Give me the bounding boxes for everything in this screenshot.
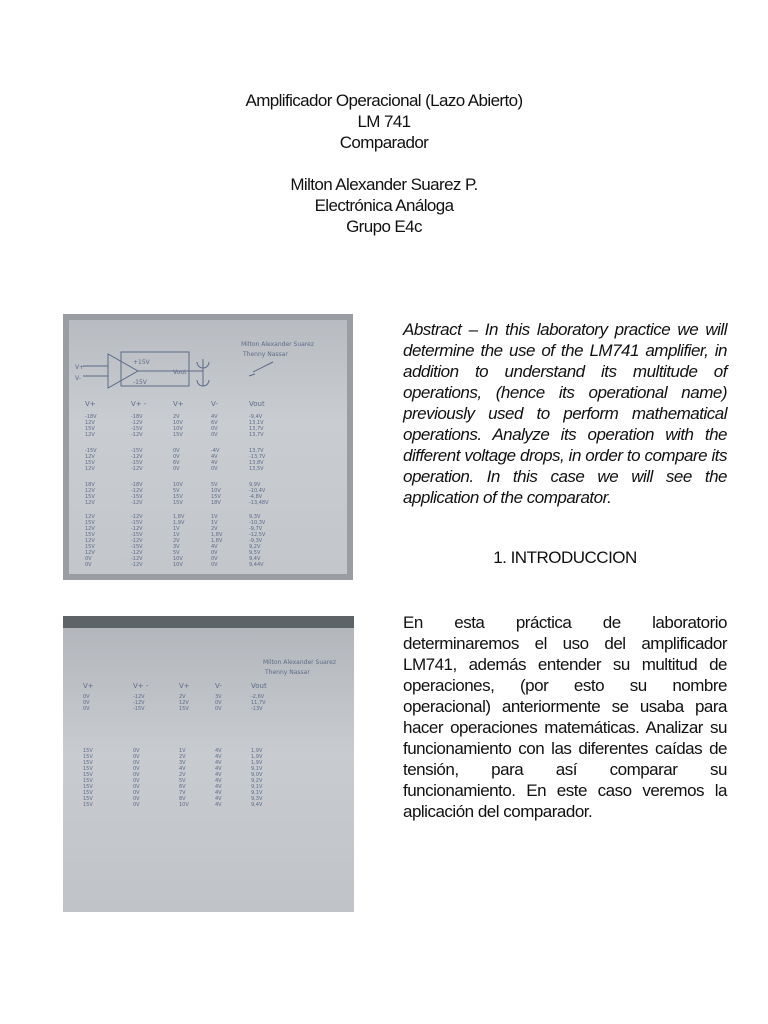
svg-text:Vout: Vout bbox=[249, 400, 265, 408]
svg-text:V+: V+ bbox=[83, 682, 94, 690]
group-name: Grupo E4c bbox=[346, 217, 422, 236]
svg-text:0V: 0V bbox=[133, 796, 140, 802]
svg-text:-12V: -12V bbox=[131, 432, 143, 438]
svg-text:0V: 0V bbox=[215, 700, 222, 706]
introduction-heading: 1. INTRODUCCION bbox=[493, 548, 637, 567]
title-line-3: Comparador bbox=[339, 133, 429, 152]
svg-text:10V: 10V bbox=[173, 556, 183, 562]
svg-text:15V: 15V bbox=[85, 520, 95, 526]
svg-text:13,7V: 13,7V bbox=[249, 432, 264, 438]
abstract-lead: Abstract – bbox=[403, 320, 478, 339]
svg-text:-12V: -12V bbox=[131, 550, 143, 556]
handwritten-notes-drawing-2 bbox=[63, 616, 354, 912]
svg-text:-18V: -18V bbox=[131, 482, 143, 488]
svg-text:V-: V- bbox=[215, 682, 222, 690]
svg-text:0V: 0V bbox=[211, 466, 218, 472]
svg-text:13,7V: 13,7V bbox=[249, 426, 264, 432]
svg-text:4V: 4V bbox=[215, 796, 222, 802]
svg-text:-15V: -15V bbox=[131, 426, 143, 432]
svg-text:13,7V: 13,7V bbox=[249, 448, 264, 454]
svg-text:-10,3V: -10,3V bbox=[249, 520, 266, 526]
title-block bbox=[0, 90, 768, 237]
svg-text:15V: 15V bbox=[173, 432, 183, 438]
svg-text:9,3V: 9,3V bbox=[249, 514, 261, 520]
svg-text:12V: 12V bbox=[85, 500, 95, 506]
svg-text:-12V: -12V bbox=[131, 500, 143, 506]
svg-text:15V: 15V bbox=[83, 772, 93, 778]
svg-text:0V: 0V bbox=[133, 790, 140, 796]
svg-text:15V: 15V bbox=[83, 748, 93, 754]
svg-text:-12V: -12V bbox=[131, 420, 143, 426]
svg-text:12V: 12V bbox=[85, 550, 95, 556]
svg-text:15V: 15V bbox=[179, 706, 189, 712]
svg-text:9,4V: 9,4V bbox=[249, 556, 261, 562]
svg-text:0V: 0V bbox=[133, 748, 140, 754]
svg-text:15V: 15V bbox=[83, 760, 93, 766]
svg-text:-18V: -18V bbox=[85, 414, 97, 420]
svg-text:-15V: -15V bbox=[133, 379, 147, 386]
svg-text:15V: 15V bbox=[83, 784, 93, 790]
svg-text:15V: 15V bbox=[85, 460, 95, 466]
svg-text:12V: 12V bbox=[85, 526, 95, 532]
svg-text:2V: 2V bbox=[179, 754, 186, 760]
svg-text:4V: 4V bbox=[215, 754, 222, 760]
svg-text:-2,6V: -2,6V bbox=[251, 694, 265, 700]
svg-text:-12V: -12V bbox=[133, 694, 145, 700]
svg-text:5V: 5V bbox=[179, 778, 186, 784]
svg-text:V-: V- bbox=[211, 400, 218, 408]
svg-text:1,9V: 1,9V bbox=[251, 748, 263, 754]
svg-text:15V: 15V bbox=[85, 532, 95, 538]
svg-text:9,2V: 9,2V bbox=[251, 778, 263, 784]
svg-text:11,7V: 11,7V bbox=[251, 700, 266, 706]
svg-text:-15V: -15V bbox=[131, 494, 143, 500]
svg-text:12V: 12V bbox=[179, 700, 189, 706]
svg-text:5V: 5V bbox=[173, 550, 180, 556]
svg-text:1V: 1V bbox=[179, 748, 186, 754]
svg-text:12V: 12V bbox=[85, 538, 95, 544]
svg-text:2V: 2V bbox=[179, 772, 186, 778]
svg-text:10V: 10V bbox=[173, 420, 183, 426]
svg-text:2V: 2V bbox=[211, 526, 218, 532]
svg-text:V+ -: V+ - bbox=[133, 682, 149, 690]
svg-text:1,8V: 1,8V bbox=[211, 532, 223, 538]
svg-text:13,1V: 13,1V bbox=[249, 420, 264, 426]
svg-text:0V: 0V bbox=[173, 454, 180, 460]
svg-text:9,44V: 9,44V bbox=[249, 562, 264, 568]
svg-text:-9,4V: -9,4V bbox=[249, 414, 263, 420]
svg-text:0V: 0V bbox=[133, 760, 140, 766]
svg-text:Thenny Nassar: Thenny Nassar bbox=[265, 669, 310, 676]
svg-text:15V: 15V bbox=[173, 500, 183, 506]
svg-text:4V: 4V bbox=[215, 802, 222, 808]
svg-text:10V: 10V bbox=[211, 488, 221, 494]
svg-text:2V: 2V bbox=[173, 538, 180, 544]
svg-text:V+ -: V+ - bbox=[131, 400, 147, 408]
svg-text:V+: V+ bbox=[85, 400, 96, 408]
svg-text:0V: 0V bbox=[133, 766, 140, 772]
photo1-author-note: Milton Alexander Suarez bbox=[241, 341, 314, 348]
svg-text:0V: 0V bbox=[173, 448, 180, 454]
svg-text:15V: 15V bbox=[211, 494, 221, 500]
svg-text:9,4V: 9,4V bbox=[251, 802, 263, 808]
svg-text:0V: 0V bbox=[211, 426, 218, 432]
svg-text:9,1V: 9,1V bbox=[251, 766, 263, 772]
svg-text:10V: 10V bbox=[173, 426, 183, 432]
svg-text:Vout: Vout bbox=[173, 369, 187, 376]
svg-text:0V: 0V bbox=[211, 550, 218, 556]
svg-text:5V: 5V bbox=[211, 482, 218, 488]
svg-text:1,9V: 1,9V bbox=[173, 520, 185, 526]
svg-text:18V: 18V bbox=[211, 500, 221, 506]
svg-text:15V: 15V bbox=[85, 426, 95, 432]
svg-text:10V: 10V bbox=[179, 802, 189, 808]
svg-text:0V: 0V bbox=[211, 562, 218, 568]
svg-text:12V: 12V bbox=[85, 454, 95, 460]
svg-text:V+: V+ bbox=[75, 364, 85, 371]
svg-text:12V: 12V bbox=[85, 466, 95, 472]
svg-text:-15V: -15V bbox=[131, 460, 143, 466]
svg-text:-12V: -12V bbox=[133, 700, 145, 706]
svg-text:-15V: -15V bbox=[131, 532, 143, 538]
svg-text:15V: 15V bbox=[83, 778, 93, 784]
svg-text:1,9V: 1,9V bbox=[251, 754, 263, 760]
svg-text:Thenny Nassar: Thenny Nassar bbox=[243, 351, 288, 358]
svg-text:-12V: -12V bbox=[131, 556, 143, 562]
svg-text:4V: 4V bbox=[215, 772, 222, 778]
svg-text:3V: 3V bbox=[173, 544, 180, 550]
title-line-1: Amplificador Operacional (Lazo Abierto) bbox=[245, 91, 523, 110]
title-line-2: LM 741 bbox=[357, 112, 411, 131]
svg-text:0V: 0V bbox=[85, 556, 92, 562]
svg-text:4V: 4V bbox=[215, 748, 222, 754]
svg-text:0V: 0V bbox=[133, 772, 140, 778]
svg-text:+15V: +15V bbox=[133, 359, 150, 366]
svg-text:15V: 15V bbox=[85, 544, 95, 550]
svg-text:Vout: Vout bbox=[251, 682, 267, 690]
introduction-paragraph: En esta práctica de laboratorio determinaremos el uso del amplificador LM741, además entender su multitud de operaciones, (por esto su nombre operacional) anteriormente se usaba para hacer operaciones matemáticas. Analizar su funcionamiento con las diferentes caídas de tensión, para así comparar su funcionamiento. En este caso veremos la aplicación del comparador. bbox=[403, 613, 727, 821]
svg-text:0V: 0V bbox=[133, 754, 140, 760]
svg-text:8V: 8V bbox=[179, 796, 186, 802]
svg-text:4V: 4V bbox=[211, 460, 218, 466]
svg-text:6V: 6V bbox=[173, 460, 180, 466]
svg-text:V+: V+ bbox=[173, 400, 184, 408]
svg-text:0V: 0V bbox=[215, 706, 222, 712]
svg-text:2V: 2V bbox=[179, 694, 186, 700]
svg-text:-15V: -15V bbox=[133, 706, 145, 712]
svg-text:15V: 15V bbox=[83, 790, 93, 796]
svg-text:9,2V: 9,2V bbox=[249, 544, 261, 550]
svg-text:-12V: -12V bbox=[131, 454, 143, 460]
svg-text:1V: 1V bbox=[211, 520, 218, 526]
svg-text:12V: 12V bbox=[85, 432, 95, 438]
svg-text:V+: V+ bbox=[179, 682, 190, 690]
svg-text:-15V: -15V bbox=[131, 520, 143, 526]
svg-text:-15V: -15V bbox=[85, 448, 97, 454]
svg-text:0V: 0V bbox=[133, 778, 140, 784]
svg-text:9,1V: 9,1V bbox=[251, 784, 263, 790]
svg-text:V-: V- bbox=[75, 375, 81, 382]
svg-text:-12V: -12V bbox=[131, 538, 143, 544]
svg-text:0V: 0V bbox=[211, 432, 218, 438]
svg-text:-9,3V: -9,3V bbox=[249, 538, 263, 544]
svg-text:15V: 15V bbox=[83, 754, 93, 760]
svg-text:12V: 12V bbox=[85, 420, 95, 426]
svg-text:-15V: -15V bbox=[131, 448, 143, 454]
svg-text:-12V: -12V bbox=[131, 526, 143, 532]
svg-text:4V: 4V bbox=[215, 778, 222, 784]
svg-text:15V: 15V bbox=[83, 802, 93, 808]
svg-text:6V: 6V bbox=[211, 420, 218, 426]
svg-text:-12V: -12V bbox=[131, 466, 143, 472]
svg-text:4V: 4V bbox=[211, 544, 218, 550]
svg-text:-18V: -18V bbox=[131, 414, 143, 420]
svg-text:-13,48V: -13,48V bbox=[249, 500, 269, 506]
svg-text:9,5V: 9,5V bbox=[249, 550, 261, 556]
photo2-author-note: Milton Alexander Suarez bbox=[263, 659, 336, 666]
svg-text:1V: 1V bbox=[211, 514, 218, 520]
svg-text:13,5V: 13,5V bbox=[249, 466, 264, 472]
svg-text:6V: 6V bbox=[179, 784, 186, 790]
svg-text:-12V: -12V bbox=[131, 562, 143, 568]
svg-text:15V: 15V bbox=[83, 766, 93, 772]
svg-text:-4V: -4V bbox=[211, 448, 220, 454]
svg-text:9,9V: 9,9V bbox=[249, 482, 261, 488]
svg-text:4V: 4V bbox=[215, 766, 222, 772]
svg-text:1V: 1V bbox=[173, 532, 180, 538]
svg-text:9,0V: 9,0V bbox=[251, 772, 263, 778]
abstract-paragraph bbox=[403, 319, 727, 508]
svg-text:12V: 12V bbox=[85, 488, 95, 494]
svg-text:10V: 10V bbox=[173, 482, 183, 488]
author-name: Milton Alexander Suarez P. bbox=[290, 175, 478, 194]
svg-text:0V: 0V bbox=[83, 694, 90, 700]
abstract-text: In this laboratory practice we will determine the use of the LM741 amplifier, in addition to understand its multitude of operations, (hence its operational name) previously used to perform mathematical operations. Analyze its operation with the different voltage drops, in order to compare its operation. In this case we will see the application of the comparator. bbox=[403, 320, 727, 507]
svg-text:0V: 0V bbox=[83, 700, 90, 706]
svg-text:13,8V: 13,8V bbox=[249, 460, 264, 466]
svg-text:1V: 1V bbox=[173, 526, 180, 532]
svg-text:4V: 4V bbox=[211, 414, 218, 420]
svg-text:1,8V: 1,8V bbox=[173, 514, 185, 520]
svg-text:0V: 0V bbox=[173, 466, 180, 472]
svg-text:-10,4V: -10,4V bbox=[249, 488, 266, 494]
svg-text:3V: 3V bbox=[215, 694, 222, 700]
svg-text:9,1V: 9,1V bbox=[251, 790, 263, 796]
svg-text:1,9V: 1,9V bbox=[251, 760, 263, 766]
svg-text:-12,5V: -12,5V bbox=[249, 532, 266, 538]
svg-text:-4,8V: -4,8V bbox=[249, 494, 263, 500]
svg-text:4V: 4V bbox=[215, 784, 222, 790]
svg-text:12V: 12V bbox=[85, 514, 95, 520]
svg-text:4V: 4V bbox=[215, 790, 222, 796]
svg-text:-13V: -13V bbox=[251, 706, 263, 712]
lab-notes-photo-2 bbox=[63, 616, 354, 912]
svg-text:4V: 4V bbox=[179, 766, 186, 772]
svg-text:-15V: -15V bbox=[131, 544, 143, 550]
svg-text:2V: 2V bbox=[173, 414, 180, 420]
svg-text:18V: 18V bbox=[85, 482, 95, 488]
svg-text:1,8V: 1,8V bbox=[211, 538, 223, 544]
svg-text:3V: 3V bbox=[179, 760, 186, 766]
lab-notes-photo-1 bbox=[63, 314, 353, 580]
svg-text:-9,7V: -9,7V bbox=[249, 526, 263, 532]
svg-text:10V: 10V bbox=[173, 562, 183, 568]
svg-text:4V: 4V bbox=[211, 454, 218, 460]
svg-text:-12V: -12V bbox=[131, 488, 143, 494]
svg-text:0V: 0V bbox=[211, 556, 218, 562]
svg-text:4V: 4V bbox=[215, 760, 222, 766]
svg-text:0V: 0V bbox=[83, 706, 90, 712]
svg-text:15V: 15V bbox=[173, 494, 183, 500]
handwritten-notes-drawing-1 bbox=[63, 314, 353, 580]
svg-text:15V: 15V bbox=[85, 494, 95, 500]
svg-text:0V: 0V bbox=[133, 802, 140, 808]
svg-text:0V: 0V bbox=[85, 562, 92, 568]
course-name: Electrónica Análoga bbox=[314, 196, 454, 215]
svg-text:-13,7V: -13,7V bbox=[249, 454, 266, 460]
svg-text:9,3V: 9,3V bbox=[251, 796, 263, 802]
svg-text:7V: 7V bbox=[179, 790, 186, 796]
svg-text:5V: 5V bbox=[173, 488, 180, 494]
svg-text:-12V: -12V bbox=[131, 514, 143, 520]
svg-text:15V: 15V bbox=[83, 796, 93, 802]
svg-text:0V: 0V bbox=[133, 784, 140, 790]
